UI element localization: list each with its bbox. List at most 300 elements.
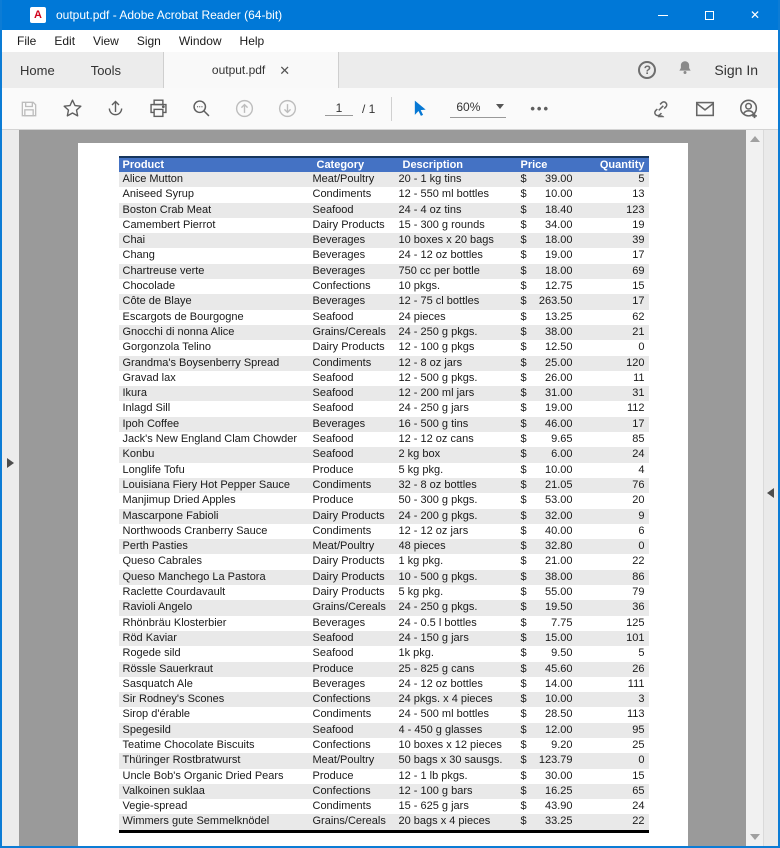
- table-row: [119, 493, 649, 508]
- price-cell: $ 28.50: [520, 708, 573, 721]
- quantity-cell: 6: [638, 524, 645, 537]
- description-cell: 1 kg pkg.: [398, 555, 444, 568]
- table-row: [119, 585, 649, 600]
- product-cell: Gravad lax: [122, 371, 176, 384]
- category-cell: Beverages: [312, 264, 366, 277]
- price-cell: $ 32.80: [520, 540, 573, 553]
- quantity-cell: 31: [632, 387, 645, 400]
- quantity-cell: 69: [632, 264, 645, 277]
- description-cell: 48 pieces: [398, 540, 446, 553]
- description-cell: 50 bags x 30 sausgs.: [398, 754, 503, 767]
- product-cell: Perth Pasties: [122, 540, 188, 553]
- price-cell: $ 18.40: [520, 203, 573, 216]
- table-row: [119, 218, 649, 233]
- quantity-cell: 15: [632, 769, 645, 782]
- product-cell: Chartreuse verte: [122, 264, 205, 277]
- maximize-button[interactable]: [686, 0, 732, 30]
- product-cell: Thüringer Rostbratwurst: [122, 754, 241, 767]
- category-cell: Grains/Cereals: [312, 325, 386, 338]
- product-cell: Gnocchi di nonna Alice: [122, 325, 235, 338]
- close-button[interactable]: [732, 0, 778, 30]
- description-cell: 5 kg pkg.: [398, 586, 444, 599]
- price-cell: $ 123.79: [520, 754, 573, 767]
- description-cell: 2 kg box: [398, 448, 441, 461]
- zoom-level-value: 60%: [456, 99, 481, 114]
- category-cell: Condiments: [312, 524, 372, 537]
- description-cell: 32 - 8 oz bottles: [398, 478, 477, 491]
- product-cell: Boston Crab Meat: [122, 203, 212, 216]
- table-row: [119, 723, 649, 738]
- price-cell: $ 53.00: [520, 494, 573, 507]
- category-cell: Beverages: [312, 249, 366, 262]
- description-cell: 12 - 12 oz cans: [398, 433, 474, 446]
- description-cell: 24 - 12 oz bottles: [398, 249, 483, 262]
- category-cell: Seafood: [312, 203, 354, 216]
- description-cell: 12 - 1 lb pkgs.: [398, 769, 468, 782]
- save-icon[interactable]: [18, 98, 40, 120]
- table-row: [119, 432, 649, 447]
- navigation-pane-strip[interactable]: [2, 130, 19, 846]
- share-upload-icon[interactable]: [104, 98, 126, 120]
- price-cell: $ 19.00: [520, 249, 573, 262]
- category-cell: Meat/Poultry: [312, 754, 375, 767]
- page-count-label: / 1: [362, 101, 376, 116]
- category-cell: Seafood: [312, 647, 354, 660]
- quantity-cell: 86: [632, 570, 645, 583]
- description-cell: 12 - 8 oz jars: [398, 356, 463, 369]
- product-cell: Camembert Pierrot: [122, 218, 216, 231]
- description-cell: 24 pkgs. x 4 pieces: [398, 693, 493, 706]
- minimize-button[interactable]: [640, 0, 686, 30]
- price-cell: $ 46.00: [520, 417, 573, 430]
- expand-tools-pane-icon[interactable]: [767, 488, 774, 498]
- quantity-cell: 112: [626, 402, 645, 415]
- table-row: [119, 753, 649, 768]
- close-icon: ✕: [749, 8, 761, 22]
- table-row: [119, 509, 649, 524]
- price-cell: $ 55.00: [520, 586, 573, 599]
- product-cell: Chai: [122, 234, 146, 247]
- price-cell: $ 16.25: [520, 784, 573, 797]
- category-cell: Produce: [312, 494, 354, 507]
- price-cell: $ 18.00: [520, 264, 573, 277]
- header-description: Description: [399, 157, 515, 172]
- tab-home[interactable]: Home: [20, 62, 55, 78]
- table-row: [119, 371, 649, 386]
- price-cell: $ 9.50: [520, 647, 573, 660]
- sign-in-button[interactable]: Sign In: [714, 62, 758, 78]
- price-cell: $ 6.00: [520, 448, 573, 461]
- menu-view[interactable]: View: [93, 34, 119, 48]
- category-cell: Seafood: [312, 723, 354, 736]
- product-cell: Sasquatch Ale: [122, 677, 193, 690]
- header-product: Product: [119, 157, 313, 172]
- more-tools-button[interactable]: •••: [530, 101, 551, 116]
- table-row: [119, 692, 649, 707]
- description-cell: 10 boxes x 20 bags: [398, 234, 494, 247]
- tab-tools[interactable]: Tools: [90, 62, 122, 78]
- category-cell: Beverages: [312, 417, 366, 430]
- description-cell: 12 - 75 cl bottles: [398, 295, 480, 308]
- header-category: Category: [313, 157, 399, 172]
- category-cell: Dairy Products: [312, 570, 385, 583]
- table-row: [119, 294, 649, 309]
- product-cell: Grandma's Boysenberry Spread: [122, 356, 280, 369]
- category-cell: Dairy Products: [312, 218, 385, 231]
- description-cell: 15 - 625 g jars: [398, 800, 469, 813]
- description-cell: 24 - 500 ml bottles: [398, 708, 489, 721]
- expand-nav-pane-icon[interactable]: [7, 458, 14, 468]
- table-row: [119, 203, 649, 218]
- star-favorites-icon[interactable]: [61, 98, 83, 120]
- price-cell: $ 19.50: [520, 601, 573, 614]
- table-row: [119, 616, 649, 631]
- price-cell: $ 10.00: [520, 693, 573, 706]
- menu-edit[interactable]: Edit: [54, 34, 76, 48]
- price-cell: $ 12.00: [520, 723, 573, 736]
- quantity-cell: 5: [638, 647, 645, 660]
- quantity-cell: 20: [632, 494, 645, 507]
- table-row: [119, 447, 649, 462]
- previous-page-icon[interactable]: [233, 98, 255, 120]
- description-cell: 12 - 200 ml jars: [398, 387, 475, 400]
- description-cell: 24 - 250 g jars: [398, 402, 469, 415]
- description-cell: 20 bags x 4 pieces: [398, 815, 491, 828]
- category-cell: Produce: [312, 769, 354, 782]
- title-bar: [2, 0, 778, 30]
- category-cell: Dairy Products: [312, 341, 385, 354]
- quantity-cell: 79: [632, 586, 645, 599]
- description-cell: 25 - 825 g cans: [398, 662, 475, 675]
- quantity-cell: 15: [632, 280, 645, 293]
- product-cell: Inlagd Sill: [122, 402, 171, 415]
- product-cell: Alice Mutton: [122, 173, 184, 185]
- table-row: [119, 570, 649, 585]
- category-cell: Confections: [312, 280, 371, 293]
- maximize-icon: [705, 11, 714, 20]
- category-cell: Seafood: [312, 433, 354, 446]
- table-row: [119, 524, 649, 539]
- quantity-cell: 17: [632, 417, 645, 430]
- description-cell: 24 - 4 oz tins: [398, 203, 462, 216]
- description-cell: 12 - 100 g bars: [398, 784, 473, 797]
- table-header-row: [119, 157, 649, 172]
- table-row: [119, 677, 649, 692]
- product-cell: Côte de Blaye: [122, 295, 192, 308]
- table-row: [119, 539, 649, 554]
- window-title: output.pdf - Adobe Acrobat Reader (64-bit): [56, 8, 283, 22]
- price-cell: $ 21.05: [520, 478, 573, 491]
- product-cell: Röd Kaviar: [122, 631, 177, 644]
- header-price: Price: [515, 157, 577, 172]
- page-viewport: [19, 130, 746, 846]
- category-cell: Condiments: [312, 708, 372, 721]
- price-cell: $ 25.00: [520, 356, 573, 369]
- scroll-down-icon[interactable]: [750, 834, 760, 840]
- quantity-cell: 5: [638, 173, 645, 185]
- category-cell: Produce: [312, 463, 354, 476]
- category-cell: Grains/Cereals: [312, 601, 386, 614]
- price-cell: $ 26.00: [520, 371, 573, 384]
- scroll-up-icon[interactable]: [750, 136, 760, 142]
- quantity-cell: 17: [632, 295, 645, 308]
- quantity-cell: 76: [632, 478, 645, 491]
- notification-bell-icon[interactable]: [676, 59, 694, 82]
- table-row: [119, 172, 649, 187]
- table-row: [119, 769, 649, 784]
- product-cell: Teatime Chocolate Biscuits: [122, 738, 255, 751]
- minimize-icon: [658, 15, 668, 16]
- product-cell: Manjimup Dried Apples: [122, 494, 236, 507]
- table-row: [119, 554, 649, 569]
- quantity-cell: 65: [632, 784, 645, 797]
- quantity-cell: 11: [633, 371, 645, 384]
- table-body: [119, 172, 649, 831]
- tab-bar: [2, 52, 778, 88]
- table-row: [119, 662, 649, 677]
- quantity-cell: 111: [627, 677, 645, 690]
- print-icon[interactable]: [147, 98, 169, 120]
- vertical-scrollbar[interactable]: [746, 130, 763, 846]
- pdf-table: [119, 156, 649, 833]
- category-cell: Condiments: [312, 356, 372, 369]
- price-cell: $ 32.00: [520, 509, 573, 522]
- description-cell: 16 - 500 g tins: [398, 417, 469, 430]
- category-cell: Grains/Cereals: [312, 815, 386, 828]
- description-cell: 24 - 250 g pkgs.: [398, 325, 478, 338]
- description-cell: 12 - 100 g pkgs: [398, 341, 475, 354]
- toolbar-divider: [391, 97, 392, 121]
- table-row: [119, 233, 649, 248]
- description-cell: 15 - 300 g rounds: [398, 218, 485, 231]
- document-canvas: [2, 130, 778, 846]
- description-cell: 20 - 1 kg tins: [398, 173, 462, 185]
- price-cell: $ 38.00: [520, 325, 573, 338]
- quantity-cell: 24: [632, 448, 645, 461]
- price-cell: $ 21.00: [520, 555, 573, 568]
- quantity-cell: 4: [638, 463, 645, 476]
- quantity-cell: 101: [626, 631, 645, 644]
- category-cell: Seafood: [312, 387, 354, 400]
- product-cell: Northwoods Cranberry Sauce: [122, 524, 268, 537]
- product-cell: Chocolade: [122, 280, 176, 293]
- select-pointer-icon[interactable]: [408, 98, 430, 120]
- quantity-cell: 13: [632, 188, 645, 201]
- product-cell: Ravioli Angelo: [122, 601, 193, 614]
- quantity-cell: 39: [632, 234, 645, 247]
- price-cell: $ 31.00: [520, 387, 573, 400]
- description-cell: 24 - 150 g jars: [398, 631, 469, 644]
- category-cell: Seafood: [312, 402, 354, 415]
- price-cell: $ 263.50: [520, 295, 573, 308]
- product-cell: Escargots de Bourgogne: [122, 310, 244, 323]
- quantity-cell: 9: [638, 509, 645, 522]
- close-tab-icon[interactable]: ✕: [279, 62, 291, 78]
- table-row: [119, 600, 649, 615]
- product-cell: Sir Rodney's Scones: [122, 693, 225, 706]
- quantity-cell: 25: [632, 738, 645, 751]
- table-header: [119, 157, 649, 172]
- quantity-cell: 85: [632, 433, 645, 446]
- price-cell: $ 39.00: [520, 173, 573, 185]
- tab-document[interactable]: [163, 52, 339, 88]
- price-cell: $ 12.75: [520, 280, 573, 293]
- quantity-cell: 36: [632, 601, 645, 614]
- description-cell: 12 - 500 g pkgs.: [398, 371, 478, 384]
- description-cell: 24 pieces: [398, 310, 446, 323]
- description-cell: 24 - 200 g pkgs.: [398, 509, 478, 522]
- product-cell: Louisiana Fiery Hot Pepper Sauce: [122, 478, 291, 491]
- description-cell: 24 - 250 g pkgs.: [398, 601, 478, 614]
- price-cell: $ 7.75: [520, 616, 573, 629]
- menu-sign[interactable]: Sign: [136, 34, 161, 48]
- table-row: [119, 814, 649, 831]
- price-cell: $ 19.00: [520, 402, 573, 415]
- product-cell: Rogede sild: [122, 647, 181, 660]
- product-cell: Queso Cabrales: [122, 555, 202, 568]
- price-cell: $ 18.00: [520, 234, 573, 247]
- description-cell: 4 - 450 g glasses: [398, 723, 483, 736]
- category-cell: Produce: [312, 662, 354, 675]
- quantity-cell: 22: [632, 815, 645, 828]
- table-row: [119, 279, 649, 294]
- search-zoom-icon[interactable]: [190, 98, 212, 120]
- table-row: [119, 784, 649, 799]
- product-cell: Chang: [122, 249, 155, 262]
- product-cell: Raclette Courdavault: [122, 586, 226, 599]
- menu-help[interactable]: Help: [239, 34, 265, 48]
- quantity-cell: 95: [632, 723, 645, 736]
- quantity-cell: 22: [632, 555, 645, 568]
- product-cell: Mascarpone Fabioli: [122, 509, 219, 522]
- description-cell: 24 - 12 oz bottles: [398, 677, 483, 690]
- category-cell: Dairy Products: [312, 555, 385, 568]
- category-cell: Dairy Products: [312, 586, 385, 599]
- quantity-cell: 125: [626, 616, 645, 629]
- category-cell: Condiments: [312, 800, 372, 813]
- category-cell: Seafood: [312, 310, 354, 323]
- table-row: [119, 738, 649, 753]
- description-cell: 5 kg pkg.: [398, 463, 444, 476]
- header-quantity: Quantity: [577, 157, 649, 172]
- table-row: [119, 325, 649, 340]
- table-row: [119, 631, 649, 646]
- help-icon[interactable]: ?: [638, 61, 656, 79]
- price-cell: $ 12.50: [520, 341, 573, 354]
- pdf-page: [78, 143, 688, 846]
- quantity-cell: 123: [626, 203, 645, 216]
- table-row: [119, 646, 649, 661]
- table-row: [119, 478, 649, 493]
- category-cell: Meat/Poultry: [312, 173, 375, 185]
- price-cell: $ 40.00: [520, 524, 573, 537]
- product-cell: Sirop d'érable: [122, 708, 191, 721]
- category-cell: Seafood: [312, 371, 354, 384]
- description-cell: 12 - 550 ml bottles: [398, 188, 489, 201]
- description-cell: 24 - 0.5 l bottles: [398, 616, 477, 629]
- description-cell: 10 boxes x 12 pieces: [398, 738, 502, 751]
- category-cell: Beverages: [312, 295, 366, 308]
- table-row: [119, 463, 649, 478]
- category-cell: Condiments: [312, 478, 372, 491]
- category-cell: Meat/Poultry: [312, 540, 375, 553]
- toolbar: [2, 88, 778, 130]
- menu-file[interactable]: File: [17, 34, 37, 48]
- product-cell: Rhönbräu Klosterbier: [122, 616, 227, 629]
- share-link-icon[interactable]: [650, 98, 672, 120]
- price-cell: $ 34.00: [520, 218, 573, 231]
- quantity-cell: 62: [632, 310, 645, 323]
- price-cell: $ 10.00: [520, 463, 573, 476]
- price-cell: $ 15.00: [520, 631, 573, 644]
- product-cell: Longlife Tofu: [122, 463, 185, 476]
- product-cell: Jack's New England Clam Chowder: [122, 433, 298, 446]
- menu-bar: [2, 30, 778, 52]
- tools-pane-strip[interactable]: [763, 130, 778, 846]
- description-cell: 10 pkgs.: [398, 280, 441, 293]
- product-cell: Rössle Sauerkraut: [122, 662, 213, 675]
- description-cell: 10 - 500 g pkgs.: [398, 570, 478, 583]
- quantity-cell: 19: [632, 218, 645, 231]
- quantity-cell: 21: [632, 325, 645, 338]
- price-cell: $ 9.65: [520, 433, 573, 446]
- table-row: [119, 264, 649, 279]
- quantity-cell: 120: [626, 356, 645, 369]
- chevron-down-icon: [496, 104, 504, 109]
- category-cell: Condiments: [312, 188, 372, 201]
- price-cell: $ 9.20: [520, 738, 573, 751]
- acrobat-app-icon: A: [30, 7, 46, 23]
- quantity-cell: 3: [638, 693, 645, 706]
- category-cell: Dairy Products: [312, 509, 385, 522]
- product-cell: Aniseed Syrup: [122, 188, 195, 201]
- next-page-icon[interactable]: [276, 98, 298, 120]
- price-cell: $ 43.90: [520, 800, 573, 813]
- table-row: [119, 356, 649, 371]
- quantity-cell: 0: [638, 754, 645, 767]
- account-add-icon[interactable]: [738, 98, 760, 120]
- quantity-cell: 0: [638, 341, 645, 354]
- zoom-level-control[interactable]: [450, 100, 506, 118]
- table-row: [119, 248, 649, 263]
- table-row: [119, 340, 649, 355]
- product-cell: Ikura: [122, 387, 147, 400]
- table-row: [119, 707, 649, 722]
- table-row: [119, 401, 649, 416]
- menu-window[interactable]: Window: [178, 34, 222, 48]
- category-cell: Beverages: [312, 616, 366, 629]
- product-cell: Wimmers gute Semmelknödel: [122, 815, 270, 828]
- quantity-cell: 26: [632, 662, 645, 675]
- document-tab-label: output.pdf: [211, 63, 266, 77]
- product-cell: Gorgonzola Telino: [122, 341, 211, 354]
- price-cell: $ 10.00: [520, 188, 573, 201]
- table-row: [119, 187, 649, 202]
- price-cell: $ 33.25: [520, 815, 573, 828]
- category-cell: Beverages: [312, 234, 366, 247]
- table-row: [119, 310, 649, 325]
- category-cell: Confections: [312, 738, 371, 751]
- category-cell: Confections: [312, 693, 371, 706]
- description-cell: 50 - 300 g pkgs.: [398, 494, 478, 507]
- email-icon[interactable]: [694, 98, 716, 120]
- page-number-input[interactable]: [325, 101, 353, 116]
- table-row: [119, 386, 649, 401]
- product-cell: Spegesild: [122, 723, 171, 736]
- product-cell: Ipoh Coffee: [122, 417, 180, 430]
- product-cell: Konbu: [122, 448, 155, 461]
- quantity-cell: 113: [626, 708, 645, 721]
